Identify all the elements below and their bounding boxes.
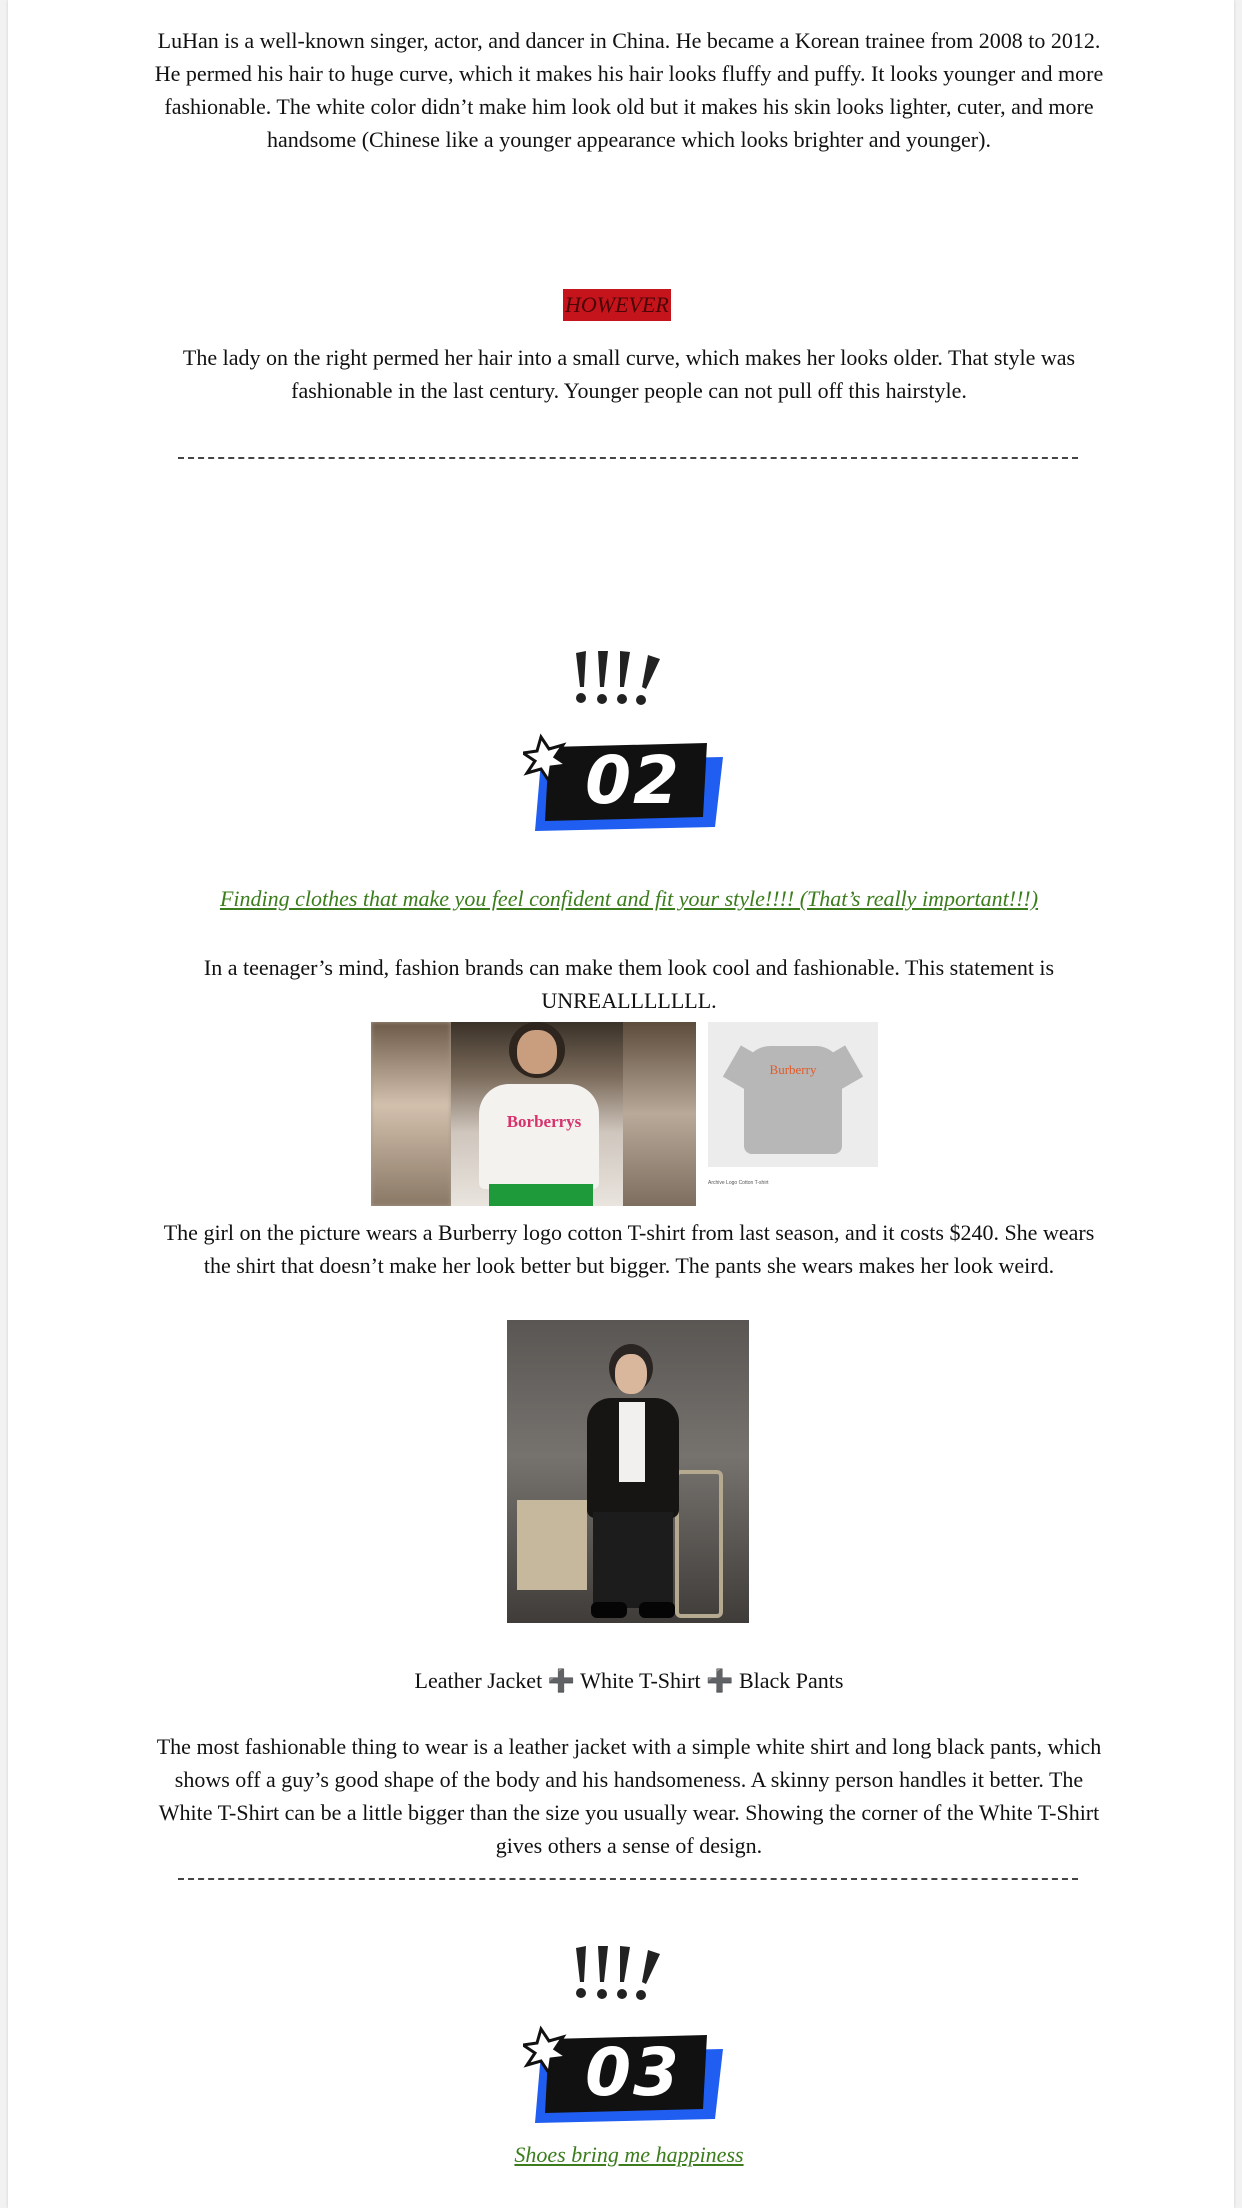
exclamation-marks-icon	[568, 1940, 678, 2005]
exclamation-marks-icon	[568, 645, 678, 710]
teen-paragraph: In a teenager’s mind, fashion brands can make them look cool and fashionable. This statement is UNREALLLLLLL.	[203, 955, 1055, 1013]
dashed-divider	[178, 457, 1078, 459]
document-page	[8, 0, 1234, 2208]
shirt-logo-text: Borberrys	[506, 1112, 582, 1131]
girl-paragraph: The girl on the picture wears a Burberry logo cotton T-shirt from last season, and it costs $240. She wears the shirt that doesn’t make her look better but bigger. The pants she wears makes her look weird.	[163, 1220, 1095, 1278]
section-03-badge	[523, 2025, 723, 2130]
lady-paragraph: The lady on the right permed her hair into a small curve, which makes her looks older. That style was fashionable in the last century. Younger people can not pull off this hairstyle.	[182, 345, 1076, 403]
burberry-product-photo	[708, 1022, 878, 1167]
intro-paragraph	[148, 24, 1110, 156]
outfit-caption: Leather Jacket ➕ White T-Shirt ➕ Black Pants	[414, 1668, 844, 1693]
shoes-link[interactable]: Shoes bring me happiness	[514, 2142, 744, 2167]
intro-line-1: LuHan is a well-known singer, actor, and dancer in China. He became a Korean trainee from 2008 to 2012.	[157, 28, 1101, 53]
confidence-link[interactable]: Finding clothes that make you feel confident and fit your style!!!! (That’s really important!!!)	[219, 886, 1039, 911]
dashed-divider	[178, 1878, 1078, 1880]
section-02-badge	[523, 733, 723, 838]
product-caption: Archive Logo Cotton T-shirt	[708, 1180, 769, 1186]
badge-number-02: 02	[585, 742, 681, 819]
leather-jacket-photo	[507, 1320, 749, 1623]
however-highlight: HOWEVER	[563, 289, 671, 321]
intro-line-2: He permed his hair to huge curve, which it makes his hair looks fluffy and puffy. It looks younger and more fashionable. The white color didn’t make him look old but it makes his skin looks lighter, cuter, and more handsome (Chinese like a younger appearance which looks brighter and younger).	[154, 61, 1104, 152]
leather-paragraph: The most fashionable thing to wear is a leather jacket with a simple white shirt and long black pants, which shows off a guy’s good shape of the body and his handsomeness. A skinny person handles it better. The White T-Shirt can be a little bigger than the size you usually wear. Showing the corner of the White T-Shirt gives others a sense of design.	[156, 1734, 1102, 1858]
badge-number-03: 03	[585, 2034, 681, 2111]
product-logo-text: Burberry	[769, 1062, 817, 1077]
girl-burberry-photo	[371, 1022, 696, 1206]
